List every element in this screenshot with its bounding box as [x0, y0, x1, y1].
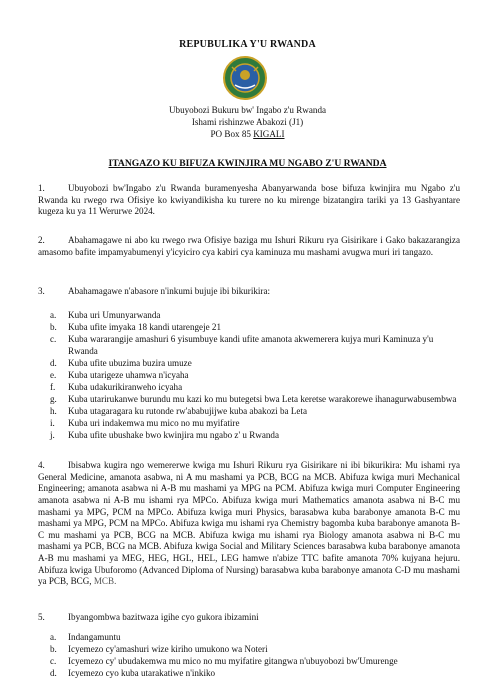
documents-list — [50, 631, 460, 679]
section-text: Abahamagawe ni abo ku rwego rwa Ofisiye baziga mu Ishuri Rikuru rya Gisirikare i Gako bakazarangiza amasomo bafite impamyabumenyi y'icyiciro cya kabiri cya kaminuza mu mashami avugwa muri iri tangazo. — [38, 235, 460, 257]
section-4 — [38, 460, 460, 588]
list-item: c. Kuba wararangije amashuri 6 yisumbuye kandi ufite amanota akwemerera kujya muri Kaminuza y'u Rwanda — [50, 334, 434, 356]
section-text-tail: MCB. — [91, 576, 117, 587]
section-title: Ibyangombwa bazitwaza igihe cyo gukora ibizamini — [68, 612, 259, 622]
po-box: PO Box 85 — [210, 129, 254, 139]
list-item: d. Kuba ufite ubuzima buzira umuze — [50, 358, 192, 368]
section-number: 4. — [38, 460, 45, 470]
section-number: 5. — [38, 612, 45, 622]
list-item: f. Kuba udakurikiranweho icyaha — [50, 382, 183, 392]
announcement-headline: ITANGAZO KU BIFUZA KWINJIRA MU NGABO Z'U RWANDA — [108, 158, 387, 169]
office-line-1: Ubuyobozi Bukuru bw' Ingabo z'u Rwanda — [168, 105, 327, 115]
section-3-title — [38, 286, 460, 298]
office-address — [0, 104, 495, 140]
list-item: a. Indangamuntu — [50, 632, 121, 642]
office-line-2: Ishami rishinzwe Abakozi (J1) — [191, 117, 304, 127]
list-item: g. Kuba utarirukanwe burundu mu kazi ko mu butegetsi bwa Leta keretse warakorewe ihanagurwabusembwa — [50, 394, 457, 404]
list-item: c. Icyemezo cy' ubudakemwa mu mico no mu myifatire gitangwa n'ubuyobozi bw'Umurenge — [50, 656, 398, 666]
list-item: a. Kuba uri Umunyarwanda — [50, 310, 161, 320]
section-title: Abahamagawe n'abasore n'inkumi bujuje ibi bikurikira: — [68, 286, 271, 296]
republic-title: REPUBULIKA Y'U RWANDA — [179, 39, 316, 50]
list-item: b. Kuba ufite imyaka 18 kandi utarengeje 21 — [50, 322, 222, 332]
list-item: j. Kuba ufite ubushake bwo kwinjira mu ngabo z' u Rwanda — [50, 430, 279, 440]
section-1 — [38, 183, 460, 218]
office-city: KIGALI — [253, 129, 285, 139]
national-seal-icon — [222, 55, 268, 101]
section-5-title — [38, 612, 460, 624]
section-number: 1. — [38, 183, 45, 193]
list-item: e. Kuba utarigeze uhamwa n'icyaha — [50, 370, 189, 380]
section-2 — [38, 235, 460, 258]
section-text: Ubuyobozi bw'Ingabo z'u Rwanda buramenyesha Abanyarwanda bose bifuza kwinjira mu Ngabo z'u Rwanda ku rwego rwa Ofisiye ko kwiyandikisha ku turere no ku mirenge bizatangira tariki ya 13 Gashyantare kugeza ku ya 11 Werurwe 2024. — [38, 183, 460, 217]
eligibility-list — [50, 309, 460, 441]
section-number: 2. — [38, 235, 45, 245]
office-line-3 — [0, 128, 495, 140]
list-item: d. Icyemezo cyo kuba utarakatiwe n'inkiko — [50, 668, 216, 678]
section-number: 3. — [38, 286, 45, 296]
list-item: i. Kuba uri indakemwa mu mico no mu myifatire — [50, 418, 240, 428]
document-header — [0, 39, 495, 52]
list-item: h. Kuba utagaragara ku rutonde rw'ababujijwe kuba abakozi ba Leta — [50, 406, 307, 416]
list-item: b. Icyemezo cy'amashuri wize kiriho umukono wa Noteri — [50, 644, 268, 654]
section-text: Ibisabwa kugira ngo wemererwe kwiga mu Ishuri Rikuru rya Gisirikare ni ibi bikurikira: Mu ishami rya General Medicine, amanota asabwa, ni A mu mashami ya PCB, BCG na MCB. Abifuza kwiga muri Mechanical Engineering; amanota asabwa ni A-B mu mashami ya MPG na PCM. Abifuza kwiga muri Computer Engineering amanota asabwa ni A-B mu ishami rya MPCo. Abifuza kwiga muri Mathematics amanota asabwa ni B-C mu mashami ya MPG, PCM na MPCo. Abifuza kwiga muri Physics, barasabwa kuba barabonye amanota B-C mu mashami ya MPG, PCM na MPCo. Abifuza kwiga mu ishami rya Chemistry bagomba kuba barabonye amanota B-C mu mashami ya PCB, BCG na MCB. Abifuza kwiga mu ishami rya Biology amanota asabwa ni B-C mu mashami ya PCB, BCG na MCB. Abifuza kwiga Social and Military Sciences barasabwa kuba barabonye amanota A-B mu mashami ya MEG, HEG, HGL, HEL, LEG hamwe n'abize TTC bafite amanota 70% kujyana hejuru. Abifuza kwiga Ubuforomo (Advanced Diploma of Nursing) barasabwa kuba barabonye amanota C-D mu mashami ya PCB, BCG, — [38, 460, 460, 587]
